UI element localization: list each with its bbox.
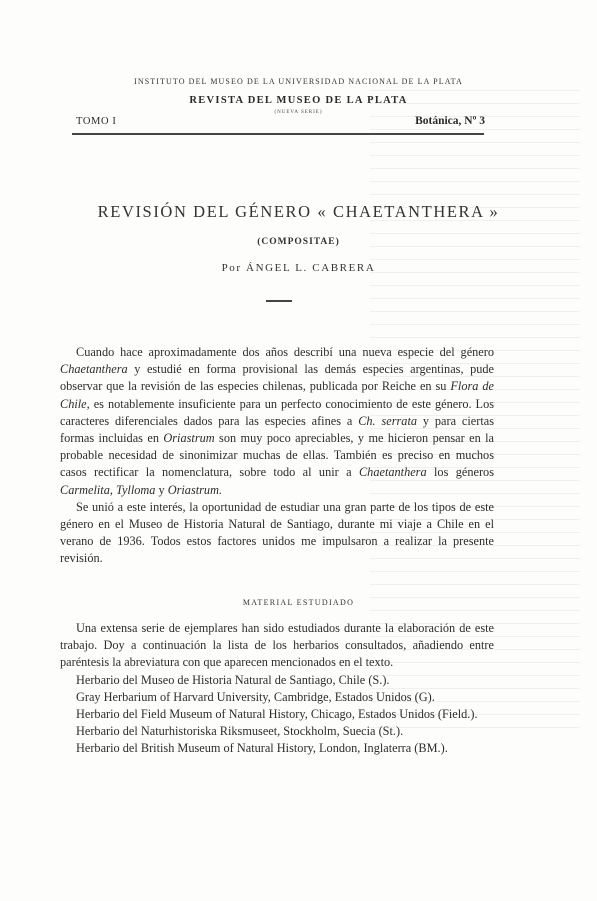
author-name: ÁNGEL L. CABRERA [246,262,376,274]
text-run: son muy poco apreciables, y me hicieron pensar en la probable necesidad de sinonimizar muchas de ellas. También es preciso en muchos casos rectificar la nomenclatura, sobre todo al unir a [60,431,495,480]
institute-header: INSTITUTO DEL MUSEO DE LA UNIVERSIDAD NACIONAL DE LA PLATA [134,77,463,86]
taxon-name: Oriastrum. [167,482,223,497]
volume-label: TOMO I [76,116,117,127]
article-subtitle: (COMPOSITAE) [257,237,340,247]
text-run: Cuando hace aproximadamente dos años describí una nueva especie del género [76,345,494,359]
text-run: los géneros [426,465,494,480]
taxon-name: Oriastrum [163,431,215,446]
text-run: y estudié en forma provisional las demás especies argentinas, pude observar que la revisión de las especies chilenas, publicada por Reiche en su [60,362,494,394]
taxon-name: Chaetanthera [358,465,427,480]
taxon-name: Carmelita, Tylloma [60,482,156,497]
journal-title: REVISTA DEL MUSEO DE LA PLATA [189,95,408,106]
text-run: y [155,482,168,497]
intro-paragraph-2: Se unió a este interés, la oportunidad de estudiar una gran parte de los tipos de este género en el Museo de Historia Natural de Santiago, durante mi viaje a Chile en el verano de 1936. Todos estos factores unidos me impulsaron a realizar la presente revisión. [60,499,494,566]
text-run: es notablemente insuficiente para un perfecto conocimiento de este género. Los caracteres diferenciales dados para las especies afines a [60,396,494,428]
material-paragraph: Una extensa serie de ejemplares han sido estudiados durante la elaboración de este trabajo. Doy a continuación la lista de los herbarios consultados, añadiendo entre paréntesis la abreviatura con que aparecen mencionados en el texto. [60,621,494,670]
herbarium-entry: Gray Herbarium of Harvard University, Cambridge, Estados Unidos (G). [76,689,435,704]
herbarium-entry: Herbario del British Museum of Natural History, London, Inglaterra (BM.). [76,741,448,756]
section-heading: MATERIAL ESTUDIADO [242,598,355,607]
material-section [60,620,494,758]
article-title: REVISIÓN DEL GÉNERO « CHAETANTHERA » [97,202,500,221]
work-title: Flora de Chile, [60,379,494,411]
herbarium-entry: Herbario del Naturhistoriska Riksmuseet, Stockholm, Suecia (St.). [76,724,404,739]
taxon-name: Ch. serrata [358,413,418,428]
herbarium-entry: Herbario del Museo de Historia Natural de Santiago, Chile (S.). [76,672,390,687]
herbarium-entry: Herbario del Field Museum of Natural History, Chicago, Estados Unidos (Field.). [76,707,478,722]
header-rule [72,133,484,135]
title-divider [266,300,292,302]
taxon-name: Chaetanthera [60,362,128,377]
intro-paragraph-1 [60,344,494,499]
article-author [0,262,597,274]
section-label: Botánica, Nº 3 [415,115,485,127]
author-prefix: Por [221,262,242,274]
text-run: y para ciertas formas incluidas en [60,413,495,446]
series-label: (NUEVA SERIE) [274,110,323,115]
introduction [60,344,494,568]
